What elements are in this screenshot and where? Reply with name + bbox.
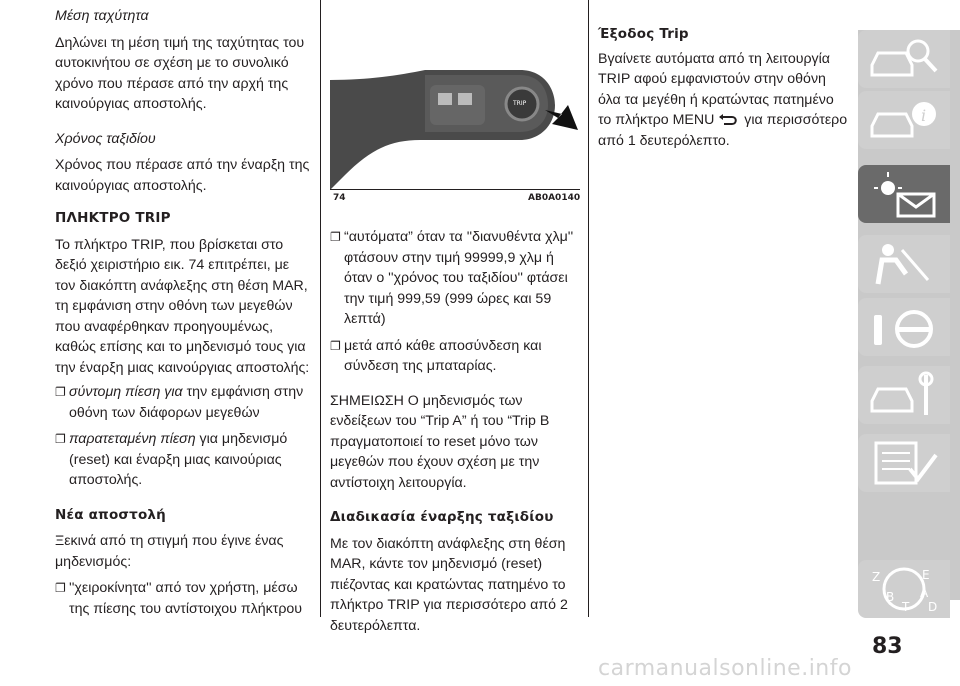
menu-return-icon xyxy=(718,114,740,126)
trip-button-label: TRIP xyxy=(513,100,527,107)
column-left xyxy=(55,0,310,619)
column-middle xyxy=(330,227,580,636)
figure-bottom-line xyxy=(330,189,580,190)
list-item xyxy=(55,429,310,491)
trip-time-title: Χρόνος ταξιδίου xyxy=(55,130,156,147)
wrench-car-icon xyxy=(866,371,942,419)
bullet-icon: ❐ xyxy=(55,581,66,595)
trip-button-text: Το πλήκτρο TRIP, που βρίσκεται στο δεξιό χειριστήριο εικ. 74 επιτρέπει, με τον διακόπτη ανάφλεξης στη θέση MAR, τη εμφάνιση στην οθόνη των μεγεθών που αναφέρθηκαν προηγουμένως, καθώς επίσης και το μηδενισμό τους για την έναρξη μιας καινούργιας αποστολής: xyxy=(55,236,310,376)
tab-maintenance[interactable] xyxy=(858,366,950,424)
avg-speed-title: Μέση ταχύτητα xyxy=(55,8,149,24)
new-mission-text: Ξεκινά από τη στιγμή που έγινε ένας μηδενισμός: xyxy=(55,533,284,570)
exit-trip-text xyxy=(598,49,848,152)
short-press-term: σύντομη πίεση για xyxy=(69,384,183,400)
list-item xyxy=(330,336,580,377)
bullet-icon: ❐ xyxy=(330,338,341,353)
svg-text:i: i xyxy=(921,106,927,125)
tab-safety[interactable] xyxy=(858,235,950,293)
list-item xyxy=(330,227,580,330)
note-text: ΣΗΜΕΙΩΣΗ Ο μηδενισμός των ενδείξεων του “Trip A” ή του “Trip B πραγματοποιεί το reset μόνο των μεγεθών που έχουν σχέση με την αντίστοιχη λειτουργία. xyxy=(330,392,550,491)
trip-time-text: Χρόνος που πέρασε από την έναρξη της καινούργιας αποστολής. xyxy=(55,157,310,194)
battery-reset-text: μετά από κάθε αποσύνδεση και σύνδεση της μπαταρίας. xyxy=(344,337,542,374)
manual-reset-text: ''χειροκίνητα'' από τον χρήστη, μέσω της πίεσης του αντίστοιχου πλήκτρου xyxy=(69,580,303,617)
tab-starting-driving[interactable] xyxy=(858,298,950,356)
column-right xyxy=(598,0,848,151)
svg-text:B: B xyxy=(886,590,895,604)
page-number: 83 xyxy=(872,634,903,659)
figure-code: AB0A0140 xyxy=(528,193,581,203)
column-divider xyxy=(588,0,589,617)
tab-technical-data[interactable] xyxy=(858,434,950,492)
long-press-term: παρατεταμένη πίεση xyxy=(69,431,196,447)
trip-button-heading: ΠΛΗΚΤΡΟ TRIP xyxy=(55,210,171,226)
figure-74 xyxy=(330,0,580,205)
figure-number: 74 xyxy=(333,193,346,203)
bullet-icon: ❐ xyxy=(55,432,66,446)
start-procedure-text: Με τον διακόπτη ανάφλεξης στη θέση MAR, κάντε τον μηδενισμό (reset) πιέζοντας και κρατώντας πατημένο το πλήκτρο TRIP για περισσότερο από 2 δευτερόλεπτα. xyxy=(330,535,568,634)
list-item xyxy=(55,578,310,619)
column-divider xyxy=(320,0,321,617)
start-procedure-heading: Διαδικασία έναρξης ταξιδίου xyxy=(330,509,554,525)
bullet-icon: ❐ xyxy=(55,385,66,399)
exit-trip-text-a: Βγαίνετε αυτόματα από τη λειτουργία TRIP αφού εμφανιστούν στην οθόνη όλα τα μεγέθη ή κρατώντας πατημένο το πλήκτρο MENU xyxy=(598,50,834,128)
tab-car-search[interactable] xyxy=(858,30,950,88)
checklist-icon xyxy=(866,439,942,487)
car-search-icon xyxy=(866,35,942,83)
steering-stalk-illustration xyxy=(330,0,580,190)
svg-text:Z: Z xyxy=(872,570,881,584)
svg-text:D: D xyxy=(928,600,938,613)
svg-text:T: T xyxy=(902,600,910,613)
light-envelope-icon xyxy=(866,170,942,218)
new-mission-heading: Νέα αποστολή xyxy=(55,506,166,523)
airbag-person-icon xyxy=(866,240,942,288)
watermark: carmanualsonline.info xyxy=(598,656,852,681)
avg-speed-text: Δηλώνει τη μέση τιμή της ταχύτητας του αυτοκινήτου σε σχέση με το συνολικό χρόνο που πέρασε από την αρχή της καινούργιας αποστολής. xyxy=(55,34,305,112)
key-steering-icon xyxy=(866,303,942,351)
short-press-desc: την εμφάνιση στην οθόνη των διάφορων μεγεθών xyxy=(69,384,304,421)
list-item xyxy=(55,382,310,423)
auto-reset-text: “αυτόματα” όταν τα ''διανυθέντα χλμ'' φτάσουν στην τιμή 99999,9 χλμ ή όταν ο ''χρόνος του ταξιδίου'' φτάσει την τιμή 999,59 (999 ώρες και 59 λεπτά) xyxy=(344,229,574,327)
svg-text:A: A xyxy=(920,586,929,600)
tab-index[interactable] xyxy=(858,560,950,618)
long-press-desc: για μηδενισμό (reset) και έναρξη μιας καινούριας αποστολής. xyxy=(69,431,288,488)
exit-trip-text-b: για περισσότερο από 1 δευτερόλεπτο. xyxy=(598,112,848,149)
tab-lights-messages[interactable] xyxy=(858,165,950,223)
exit-trip-heading: Έξοδος Trip xyxy=(598,26,689,42)
bullet-icon: ❐ xyxy=(330,230,341,244)
tab-car-info[interactable] xyxy=(858,91,950,149)
car-info-icon xyxy=(866,96,942,144)
svg-text:E: E xyxy=(922,568,930,582)
alphabet-index-icon xyxy=(866,565,942,613)
